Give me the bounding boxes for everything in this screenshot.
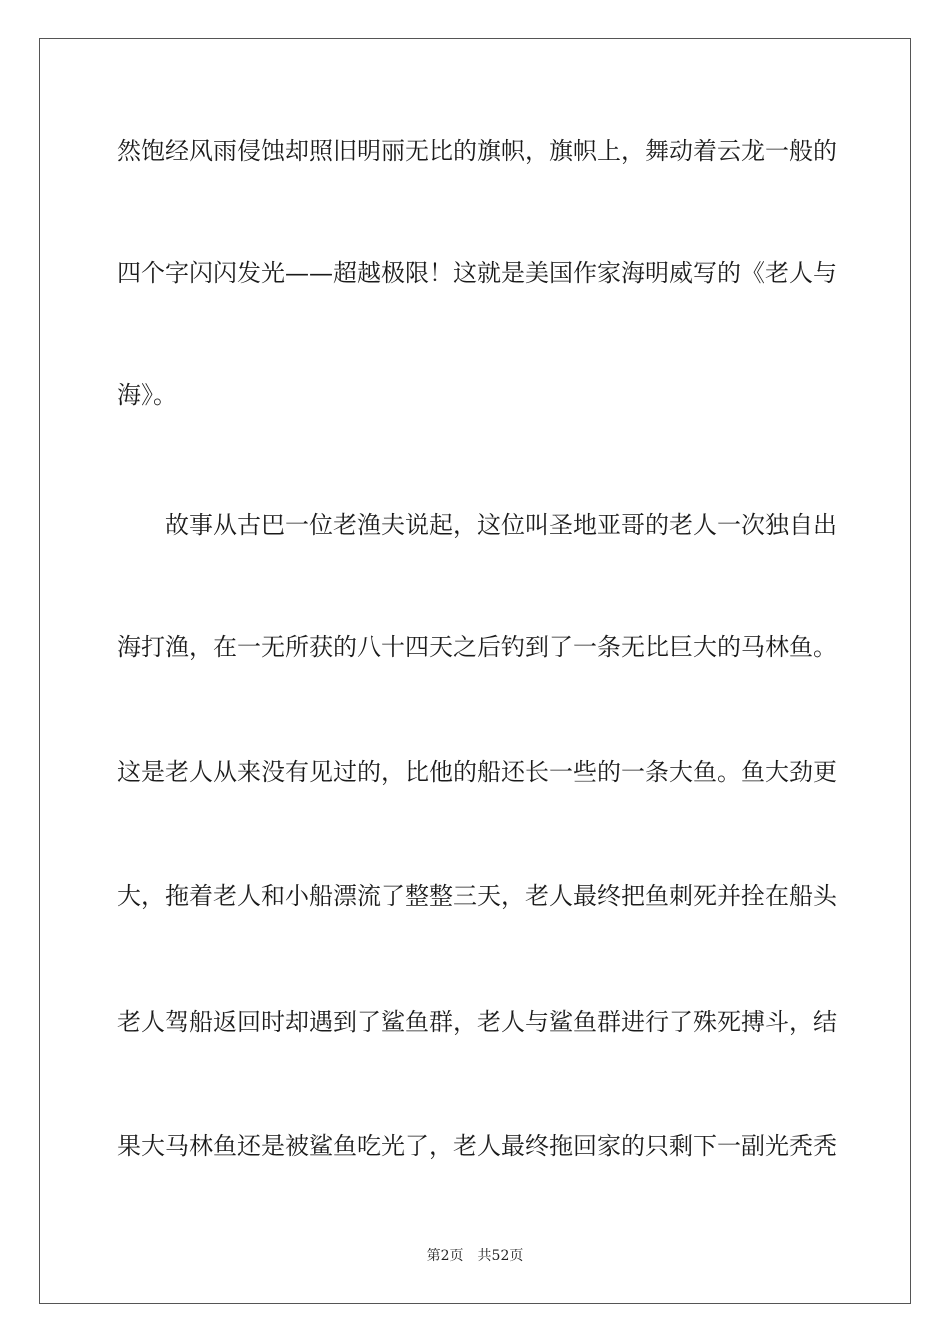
page-number: 第2页 [426,1248,464,1264]
text-line-3: 海》。 [117,381,177,409]
text-line-1: 然饱经风雨侵蚀却照旧明丽无比的旗帜，旗帜上，舞动着云龙一般的 [117,137,837,165]
text-line-8: 老人驾船返回时却遇到了鲨鱼群，老人与鲨鱼群进行了殊死搏斗，结 [117,1008,837,1036]
text-line-9: 果大马林鱼还是被鲨鱼吃光了，老人最终拖回家的只剩下一副光秃秃 [117,1132,837,1160]
text-line-5: 海打渔，在一无所获的八十四天之后钓到了一条无比巨大的马林鱼。 [117,633,837,661]
text-line-4: 故事从古巴一位老渔夫说起，这位叫圣地亚哥的老人一次独自出 [165,511,837,539]
text-line-7: 大，拖着老人和小船漂流了整整三天，老人最终把鱼刺死并拴在船头 [117,882,837,910]
page-footer [0,1247,950,1265]
page-total: 共52页 [477,1248,524,1264]
text-line-2: 四个字闪闪发光——超越极限！这就是美国作家海明威写的《老人与 [117,259,837,287]
text-line-6: 这是老人从来没有见过的，比他的船还长一些的一条大鱼。鱼大劲更 [117,758,837,786]
page-border [39,38,911,1304]
